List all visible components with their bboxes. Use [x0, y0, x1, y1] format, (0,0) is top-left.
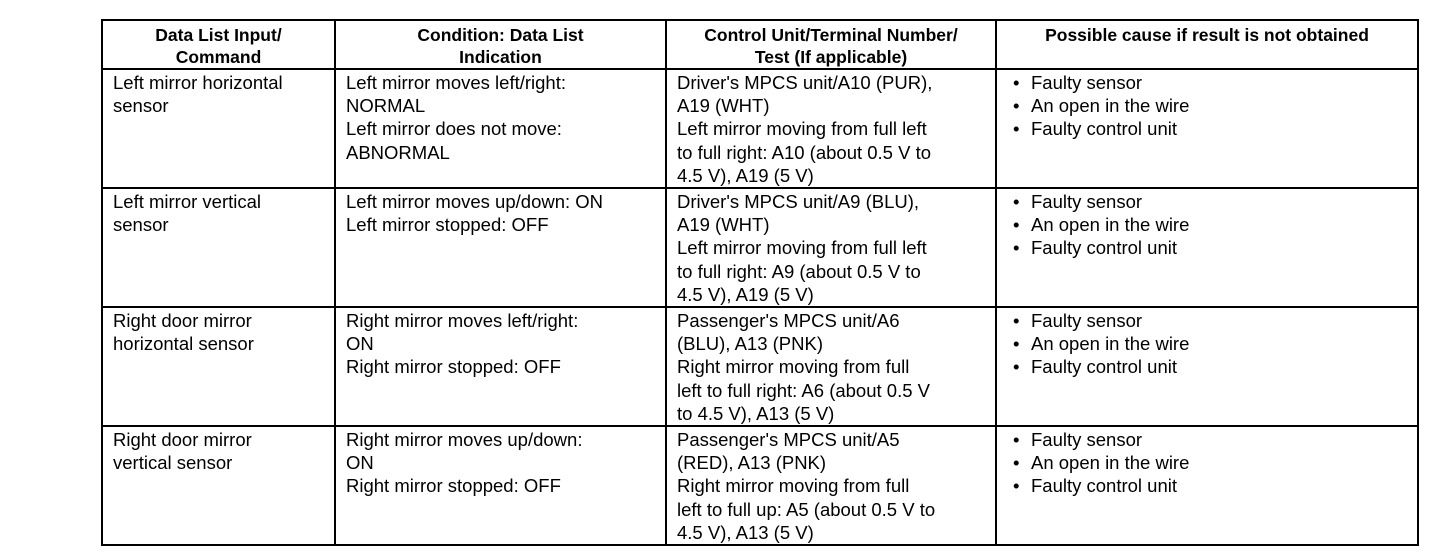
input-text-line: sensor	[113, 95, 169, 117]
control-unit-text-line: to full right: A9 (about 0.5 V to	[677, 260, 921, 282]
input-text-line: vertical sensor	[113, 452, 233, 474]
control-unit-text-line: 4.5 V), A19 (5 V)	[677, 283, 814, 305]
cause-item	[1013, 117, 1411, 140]
bullet-icon: •	[1013, 333, 1020, 355]
condition-cell	[335, 307, 666, 426]
cause-text: An open in the wire	[1031, 95, 1190, 117]
control-unit-text-line: A19 (WHT)	[677, 95, 770, 117]
control-unit-text-line: left to full up: A5 (about 0.5 V to	[677, 498, 936, 520]
control-unit-text-line: Driver's MPCS unit/A9 (BLU),	[677, 191, 920, 213]
bullet-icon: •	[1013, 72, 1020, 93]
control-unit-text-line: (BLU), A13 (PNK)	[677, 333, 823, 355]
cause-list	[1007, 309, 1411, 379]
header-condition	[335, 20, 666, 69]
bullet-icon: •	[1013, 475, 1020, 497]
control-unit-text-line: Left mirror moving from full left	[677, 237, 927, 259]
header-text-line: Command	[175, 47, 262, 67]
cause-item	[1013, 428, 1411, 451]
condition-text-line: NORMAL	[346, 95, 426, 117]
header-row	[102, 20, 1418, 69]
condition-text-line: Right mirror moves up/down:	[346, 429, 583, 451]
input-cell	[102, 307, 335, 426]
control-unit-text-line: to full right: A10 (about 0.5 V to	[677, 141, 932, 163]
cause-text: An open in the wire	[1031, 214, 1190, 236]
header-text-line: Condition: Data List	[417, 25, 584, 45]
control-unit-text-line: Passenger's MPCS unit/A6	[677, 310, 900, 332]
control-unit-text-line: 4.5 V), A19 (5 V)	[677, 164, 814, 186]
control-unit-cell	[666, 69, 996, 188]
condition-cell	[335, 426, 666, 545]
bullet-icon: •	[1013, 95, 1020, 117]
cause-text: Faulty control unit	[1031, 475, 1178, 497]
cause-list	[1007, 428, 1411, 498]
header-control-unit	[666, 20, 996, 69]
cause-item	[1013, 355, 1411, 378]
input-text-line: Right door mirror	[113, 429, 252, 451]
cause-list	[1007, 71, 1411, 141]
possible-cause-cell	[996, 426, 1418, 545]
cause-item	[1013, 474, 1411, 497]
control-unit-text-line: Driver's MPCS unit/A10 (PUR),	[677, 72, 933, 93]
table-row	[102, 426, 1418, 545]
condition-cell	[335, 188, 666, 307]
control-unit-text-line: 4.5 V), A13 (5 V)	[677, 521, 814, 543]
cause-text: An open in the wire	[1031, 452, 1190, 474]
condition-text-line: Right mirror stopped: OFF	[346, 356, 561, 378]
cause-text: Faulty control unit	[1031, 237, 1178, 259]
header-text-line: Control Unit/Terminal Number/	[704, 25, 958, 45]
cause-text: Faulty sensor	[1031, 310, 1143, 332]
header-text-line: Test (If applicable)	[754, 47, 908, 67]
condition-cell	[335, 69, 666, 188]
bullet-icon: •	[1013, 214, 1020, 236]
cause-item	[1013, 309, 1411, 332]
input-cell	[102, 188, 335, 307]
control-unit-cell	[666, 307, 996, 426]
cause-item	[1013, 190, 1411, 213]
cause-text: An open in the wire	[1031, 333, 1190, 355]
input-text-line: Left mirror horizontal	[113, 72, 283, 93]
bullet-icon: •	[1013, 118, 1020, 140]
control-unit-text-line: (RED), A13 (PNK)	[677, 452, 827, 474]
header-text-line: Data List Input/	[155, 25, 282, 45]
table-row	[102, 69, 1418, 188]
control-unit-text-line: Right mirror moving from full	[677, 356, 910, 378]
cause-item	[1013, 71, 1411, 94]
control-unit-cell	[666, 188, 996, 307]
cause-text: Faulty sensor	[1031, 429, 1143, 451]
control-unit-text-line: left to full right: A6 (about 0.5 V	[677, 379, 930, 401]
cause-list	[1007, 190, 1411, 260]
cause-item	[1013, 332, 1411, 355]
header-text-line: Indication	[459, 47, 542, 67]
bullet-icon: •	[1013, 191, 1020, 213]
control-unit-text-line: Left mirror moving from full left	[677, 118, 927, 140]
table-row	[102, 188, 1418, 307]
condition-text-line: Right mirror stopped: OFF	[346, 475, 561, 497]
bullet-icon: •	[1013, 452, 1020, 474]
cause-text: Faulty sensor	[1031, 72, 1143, 93]
cause-item	[1013, 451, 1411, 474]
input-text-line: Right door mirror	[113, 310, 252, 332]
possible-cause-cell	[996, 69, 1418, 188]
condition-text-line: ABNORMAL	[346, 141, 450, 163]
condition-text-line: ON	[346, 333, 374, 355]
cause-item	[1013, 213, 1411, 236]
cause-text: Faulty control unit	[1031, 118, 1178, 140]
possible-cause-cell	[996, 307, 1418, 426]
input-text-line: Left mirror vertical	[113, 191, 262, 213]
condition-text-line: Right mirror moves left/right:	[346, 310, 579, 332]
condition-text-line: Left mirror stopped: OFF	[346, 214, 549, 236]
bullet-icon: •	[1013, 429, 1020, 451]
condition-text-line: ON	[346, 452, 374, 474]
table-row	[102, 307, 1418, 426]
control-unit-text-line: Passenger's MPCS unit/A5	[677, 429, 900, 451]
condition-text-line: Left mirror does not move:	[346, 118, 562, 140]
control-unit-text-line: A19 (WHT)	[677, 214, 770, 236]
bullet-icon: •	[1013, 237, 1020, 259]
cause-item	[1013, 94, 1411, 117]
control-unit-text-line: Right mirror moving from full	[677, 475, 910, 497]
control-unit-cell	[666, 426, 996, 545]
possible-cause-cell	[996, 188, 1418, 307]
header-data-list-input	[102, 20, 335, 69]
input-cell	[102, 69, 335, 188]
input-text-line: horizontal sensor	[113, 333, 254, 355]
input-text-line: sensor	[113, 214, 169, 236]
bullet-icon: •	[1013, 310, 1020, 332]
input-cell	[102, 426, 335, 545]
cause-text: Faulty control unit	[1031, 356, 1178, 378]
cause-item	[1013, 236, 1411, 259]
bullet-icon: •	[1013, 356, 1020, 378]
data-list-table	[101, 19, 1419, 546]
control-unit-text-line: to 4.5 V), A13 (5 V)	[677, 402, 835, 424]
cause-text: Faulty sensor	[1031, 191, 1143, 213]
header-text-line: Possible cause if result is not obtained	[1045, 25, 1369, 45]
header-possible-cause	[996, 20, 1418, 69]
condition-text-line: Left mirror moves left/right:	[346, 72, 567, 93]
condition-text-line: Left mirror moves up/down: ON	[346, 191, 604, 213]
